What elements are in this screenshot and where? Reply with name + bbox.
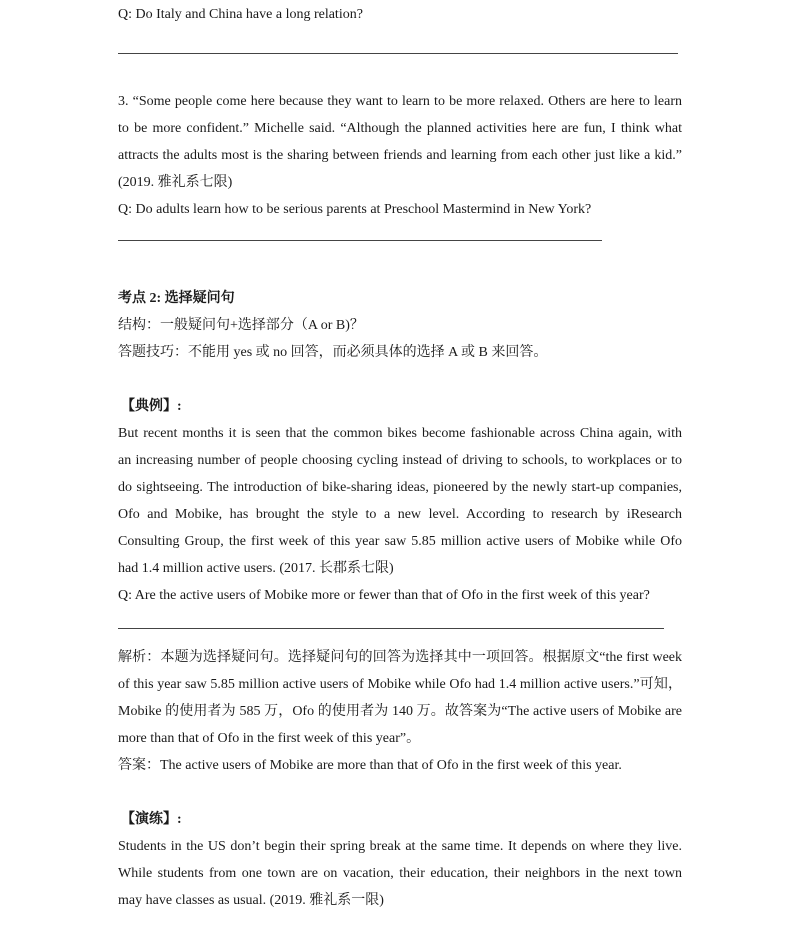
paragraph-line: do sightseeing. The introduction of bike-sharing ideas, pioneered by the newly start-up companies, — [118, 480, 682, 495]
paragraph-line: to be more confident.” Michelle said. “Although the planned activities here are fun, I think what — [118, 121, 682, 136]
question-preschool: Q: Do adults learn how to be serious parents at Preschool Mastermind in New York? — [118, 202, 592, 217]
source-citation: had 1.4 million active users. (2017. 长郡系七限) — [118, 561, 394, 576]
paragraph-line: Ofo and Mobike, has brought the style to a new level. According to research by iResearch — [118, 507, 682, 522]
paragraph-line: While students from one town are on vacation, their education, their neighbors in the next town — [118, 866, 682, 881]
answer-line — [118, 240, 602, 241]
paragraph-line: an increasing number of people choosing cycling instead of driving to schools, to workplaces or to — [118, 453, 682, 468]
analysis-line: of this year saw 5.85 million active users of Mobike while Ofo had 1.4 million active users.”可知， — [118, 677, 682, 692]
example-label: 【典例】: — [121, 399, 182, 414]
source-citation: (2019. 雅礼系七限) — [118, 175, 233, 190]
question-mobike: Q: Are the active users of Mobike more or fewer than that of Ofo in the first week of this year? — [118, 588, 650, 603]
structure-note: 结构：一般疑问句+选择部分（A or B)？ — [118, 318, 364, 333]
paragraph-line: But recent months it is seen that the common bikes become fashionable across China again, with — [118, 426, 682, 441]
question-italy: Q: Do Italy and China have a long relation? — [118, 7, 363, 22]
section-heading: 考点 2: 选择疑问句 — [118, 291, 235, 306]
paragraph-line: attracts the adults most is the sharing between friends and learning from each other just like a kid.” — [118, 148, 682, 163]
paragraph-line: 3. “Some people come here because they want to learn to be more relaxed. Others are here to learn — [118, 94, 682, 109]
answer-line — [118, 53, 678, 54]
analysis-line: 解析：本题为选择疑问句。选择疑问句的回答为选择其中一项回答。根据原文“the first week — [118, 650, 682, 665]
tip-note: 答题技巧：不能用 yes 或 no 回答，而必须具体的选择 A 或 B 来回答。 — [118, 345, 548, 360]
paragraph-line: Students in the US don’t begin their spring break at the same time. It depends on where they live. — [118, 839, 682, 854]
analysis-line: more than that of Ofo in the first week of this year”。 — [118, 731, 421, 746]
answer-text: 答案：The active users of Mobike are more than that of Ofo in the first week of this year. — [118, 758, 622, 773]
answer-line — [118, 628, 664, 629]
source-citation: may have classes as usual. (2019. 雅礼系一限) — [118, 893, 384, 908]
paragraph-line: Consulting Group, the first week of this year saw 5.85 million active users of Mobike while Ofo — [118, 534, 682, 549]
practice-label: 【演练】: — [121, 812, 182, 827]
analysis-line: Mobike 的使用者为 585 万，Ofo 的使用者为 140 万。故答案为“The active users of Mobike are — [118, 704, 682, 719]
